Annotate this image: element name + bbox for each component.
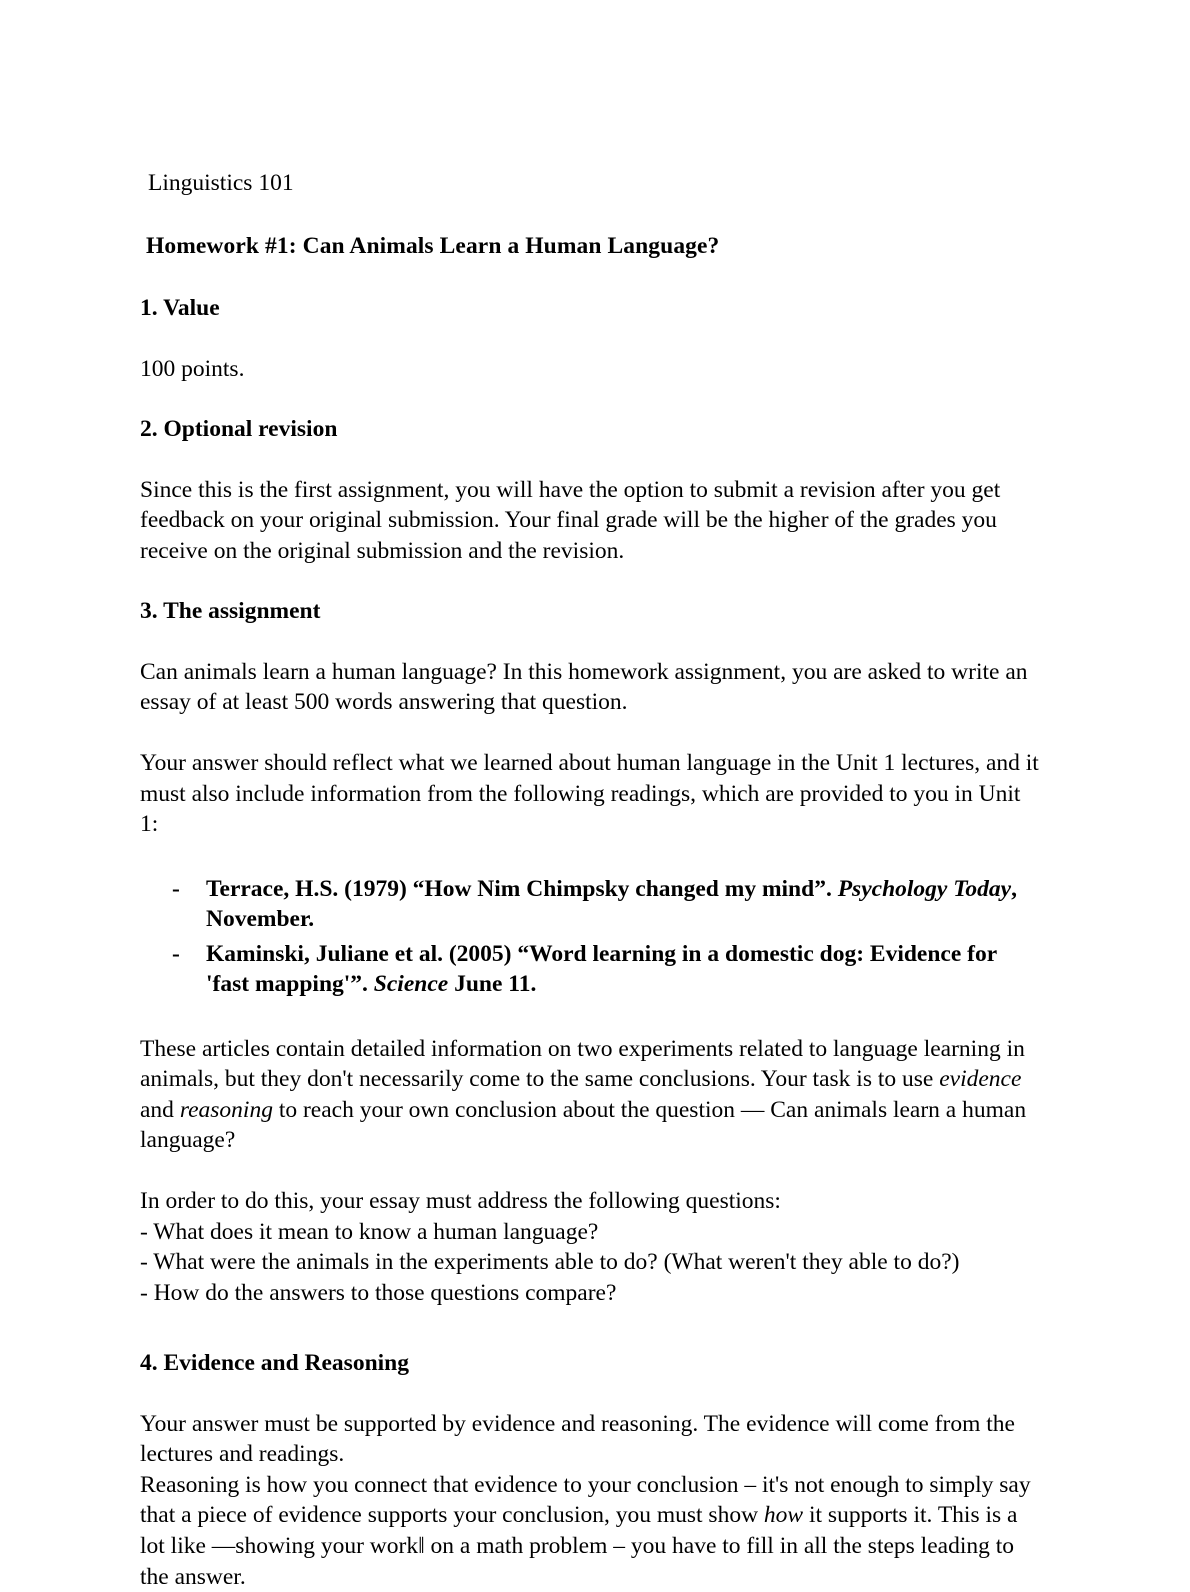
evidence-paragraph-1: Your answer must be supported by evidence and reasoning. The evidence will come from the lectures and readings. <box>140 1410 1015 1468</box>
section-heading-evidence-and-reasoning: 4. Evidence and Reasoning <box>140 1350 409 1377</box>
assignment-paragraph-3 <box>140 1034 1040 1156</box>
question-item-3: - How do the answers to those questions compare? <box>140 1279 617 1306</box>
document-body <box>140 168 1040 1592</box>
assignment-paragraph-1: Can animals learn a human language? In this homework assignment, you are asked to write an essay of at least 500 words answering that question. <box>140 658 1028 716</box>
emphasis-reasoning: reasoning <box>179 1096 273 1123</box>
evidence-paragraph-2-part1: Reasoning is how you connect that evidence to your conclusion – it's not enough to simply say that a piece of evidence supports your conclusion, you must show <box>140 1471 1031 1529</box>
question-item-2: - What were the animals in the experiments able to do? (What weren't they able to do?) <box>140 1249 960 1276</box>
evidence-paragraph-2-part2: it supports it. This is a lot like ―showing your work‖ on a math problem – you have to fill in all the steps leading to the answer. <box>140 1502 1018 1590</box>
questions-block <box>140 1186 1040 1308</box>
bullet-dash-icon: - <box>172 875 180 902</box>
reading-source-title: Psychology Today <box>837 875 1012 902</box>
bullet-dash-icon: - <box>172 940 180 967</box>
reading-citation-tail: , November. <box>206 875 1017 933</box>
emphasis-how: how <box>763 1502 804 1529</box>
section-body-optional-revision: Since this is the first assignment, you will have the option to submit a revision after you get feedback on your original submission. Your final grade will be the higher of the grades you receive on the original submission and the revision. <box>140 476 1001 564</box>
course-name: Linguistics 101 <box>148 170 294 196</box>
questions-intro: In order to do this, your essay must address the following questions: <box>140 1188 781 1215</box>
reading-citation-tail: June 11. <box>448 971 537 998</box>
section-heading-optional-revision: 2. Optional revision <box>140 416 338 443</box>
section-body-value: 100 points. <box>140 355 245 382</box>
section-heading-assignment: 3. The assignment <box>140 598 321 625</box>
readings-list <box>140 874 1040 1000</box>
assignment-paragraph-3-part2: and <box>140 1096 180 1123</box>
assignment-paragraph-2: Your answer should reflect what we learned about human language in the Unit 1 lectures, and it must also include information from the following readings, which are provided to you in Unit 1: <box>140 750 1039 838</box>
page-title: Homework #1: Can Animals Learn a Human Language? <box>146 232 720 259</box>
emphasis-evidence: evidence <box>939 1066 1022 1093</box>
list-item <box>140 874 1040 935</box>
assignment-paragraph-3-part3: to reach your own conclusion about the question — Can animals learn a human language? <box>140 1096 1027 1154</box>
assignment-paragraph-3-part1: These articles contain detailed information on two experiments related to language learning in animals, but they don't necessarily come to the same conclusions. Your task is to use <box>140 1035 1025 1093</box>
reading-citation <box>206 874 1040 935</box>
section-heading-value: 1. Value <box>140 295 220 322</box>
question-item-1: - What does it mean to know a human language? <box>140 1218 599 1245</box>
reading-citation <box>206 939 1040 1000</box>
reading-citation-main: Terrace, H.S. (1979) “How Nim Chimpsky changed my mind”. <box>206 875 832 902</box>
evidence-paragraph-2 <box>140 1470 1040 1592</box>
reading-source-title: Science <box>373 971 449 998</box>
reading-citation-main: Kaminski, Juliane et al. (2005) “Word learning in a domestic dog: Evidence for 'fast mapping'”. <box>206 940 997 998</box>
list-item <box>140 939 1040 1000</box>
